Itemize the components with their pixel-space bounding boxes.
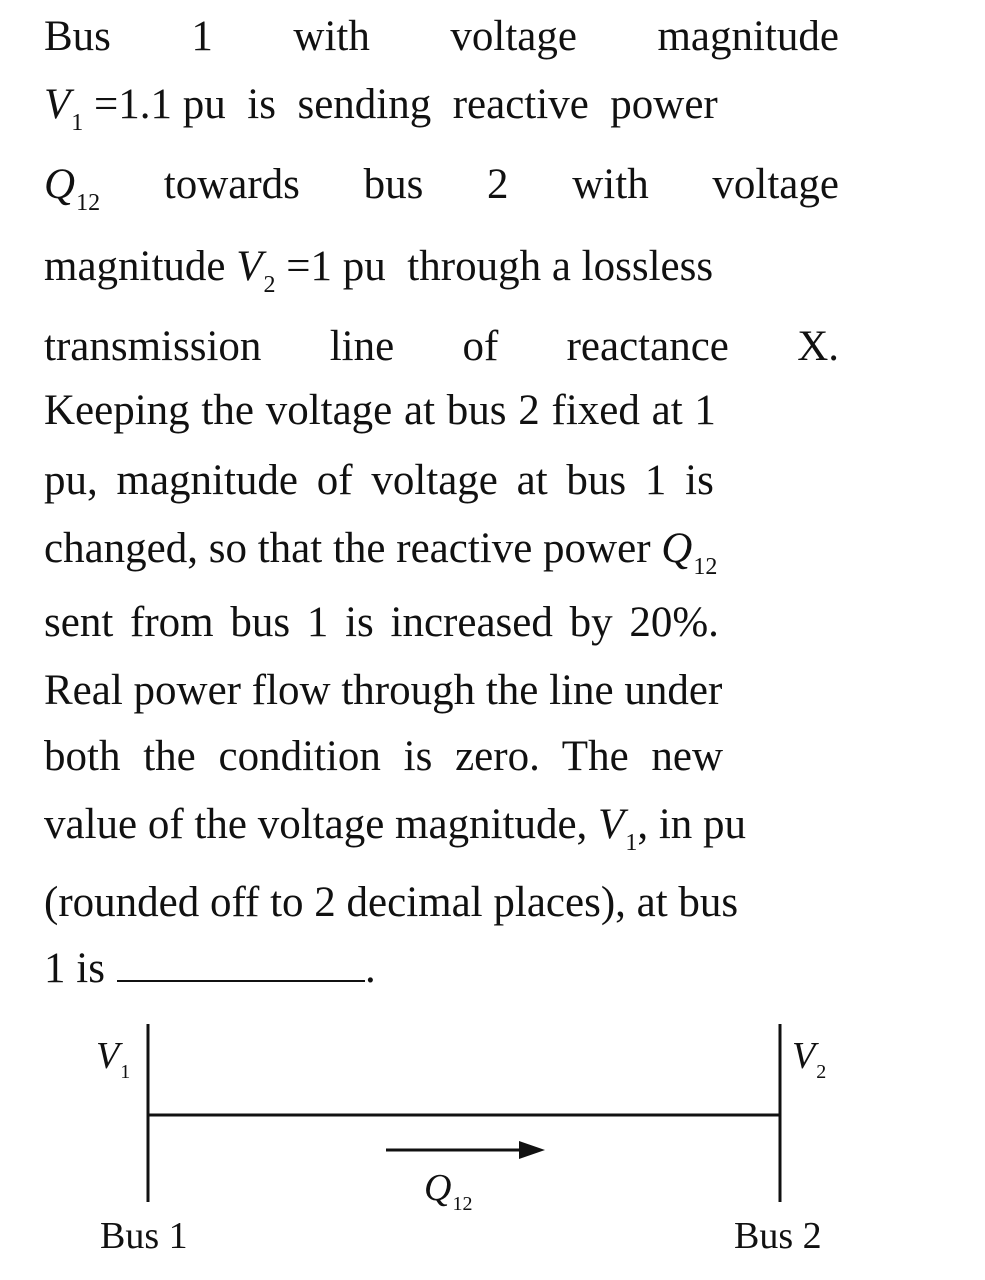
question-line-10: Real power flow through the line under (44, 667, 723, 714)
word: voltage (450, 13, 577, 60)
question-line-7: pu, magnitude of voltage at bus 1 is (44, 457, 714, 504)
q12-variable: Q (661, 525, 693, 572)
line-text: 1 is (44, 945, 105, 992)
bus-1-label: Bus 1 (100, 1215, 188, 1257)
v1-subscript: 1 (120, 1061, 131, 1083)
word: X. (797, 323, 839, 370)
line-text: =1 pu through a lossless (286, 243, 714, 290)
v1-variable: V (96, 1035, 120, 1077)
question-line-9: sent from bus 1 is increased by 20%. (44, 599, 719, 646)
question-line-13: (rounded off to 2 decimal places), at bus (44, 879, 739, 926)
v1-variable: V (44, 81, 71, 128)
v2-label (792, 1036, 826, 1082)
question-line-8 (44, 524, 839, 580)
line-text: , in pu (637, 801, 747, 848)
question-line-1 (44, 12, 839, 62)
question-line-6: Keeping the voltage at bus 2 fixed at 1 (44, 387, 716, 434)
word: towards (163, 161, 300, 208)
word: 2 (487, 161, 509, 208)
v2-subscript: 2 (816, 1061, 827, 1083)
v2-variable: V (236, 243, 263, 290)
word: transmission (44, 323, 262, 370)
v1-variable: V (598, 801, 625, 848)
question-line-5 (44, 322, 839, 372)
word: reactance (566, 323, 729, 370)
q12-variable: Q (424, 1167, 452, 1209)
line-text: value of the voltage magnitude, (44, 801, 599, 848)
bus-2-label: Bus 2 (734, 1215, 822, 1257)
word: 1 (191, 13, 213, 60)
word: magnitude (657, 13, 839, 60)
q12-subscript: 12 (693, 554, 718, 580)
v1-subscript: 1 (71, 110, 84, 136)
question-line-2 (44, 80, 839, 136)
v1-label (96, 1036, 130, 1082)
question-line-14 (44, 944, 839, 994)
v1-subscript: 1 (625, 830, 638, 856)
v2-variable: V (792, 1035, 816, 1077)
word: line (329, 323, 395, 370)
question-line-12 (44, 800, 839, 856)
bus-diagram (0, 1000, 985, 1280)
line-text: changed, so that the reactive power (44, 525, 662, 572)
v2-subscript: 2 (263, 272, 276, 298)
question-line-11: both the condition is zero. The new (44, 733, 724, 780)
q12-variable: Q (44, 161, 76, 208)
word: of (462, 323, 499, 370)
word: Bus (44, 13, 111, 60)
word: voltage (712, 161, 839, 208)
answer-blank[interactable] (117, 952, 365, 982)
question-line-3 (44, 160, 839, 216)
q12-subscript: 12 (76, 190, 101, 216)
word: bus (363, 161, 424, 208)
q12-subscript: 12 (452, 1193, 473, 1215)
line-text: magnitude (44, 243, 237, 290)
word: with (572, 161, 649, 208)
q12-label (424, 1168, 472, 1214)
line-text: =1.1 pu is sending reactive power (94, 81, 718, 128)
q12-term (44, 160, 100, 216)
word: with (293, 13, 370, 60)
question-line-4 (44, 242, 839, 298)
line-text: . (364, 945, 376, 992)
q12-arrow-head (519, 1141, 545, 1159)
